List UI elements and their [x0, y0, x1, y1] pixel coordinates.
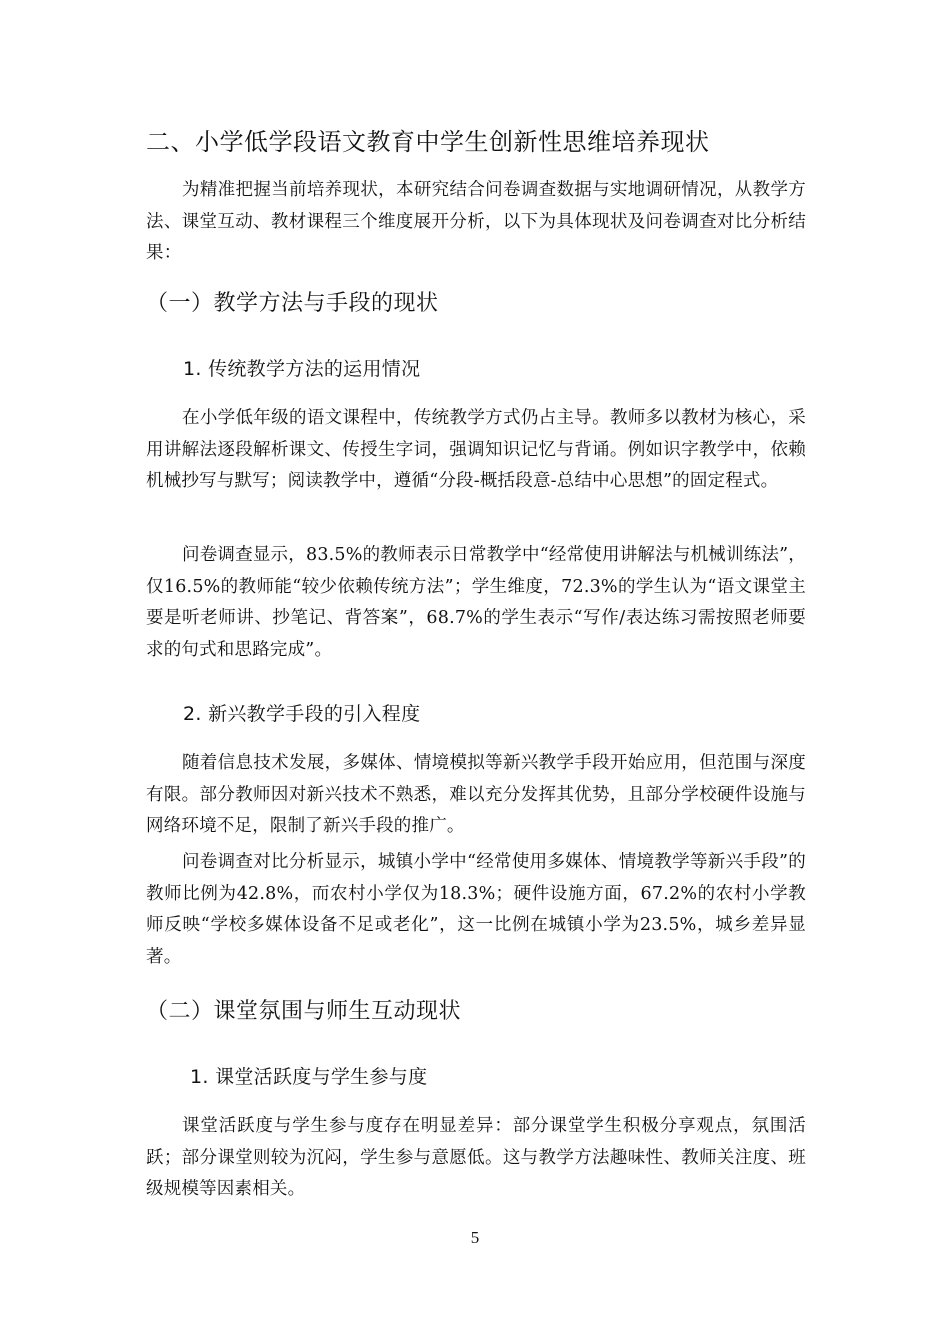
intro-paragraph: 为精准把握当前培养现状，本研究结合问卷调查数据与实地调研情况，从教学方法、课堂互动、教材课程三个维度展开分析，以下为具体现状及问卷调查对比分析结果：	[146, 180, 806, 263]
item-1-1-title: 1. 传统教学方法的运用情况	[183, 358, 421, 380]
item-2-1-title: 1. 课堂活跃度与学生参与度	[190, 1066, 428, 1088]
item-1-2-paragraph-2: 问卷调查对比分析显示，城镇小学中“经常使用多媒体、情境教学等新兴手段”的教师比例为42.8%，而农村小学仅为18.3%；硬件设施方面，67.2%的农村小学教师反映“学校多媒体设备不足或老化”，这一比例在城镇小学为23.5%，城乡差异显著。	[146, 852, 806, 967]
item-1-2-title: 2. 新兴教学手段的引入程度	[183, 703, 421, 725]
section-title: 二、小学低学段语文教育中学生创新性思维培养现状	[146, 128, 710, 156]
subsection-2-title: （二）课堂氛围与师生互动现状	[146, 999, 462, 1024]
item-2-1-paragraph-1: 课堂活跃度与学生参与度存在明显差异：部分课堂学生积极分享观点，氛围活跃；部分课堂则较为沉闷，学生参与意愿低。这与教学方法趣味性、教师关注度、班级规模等因素相关。	[146, 1116, 806, 1199]
subsection-1-title: （一）教学方法与手段的现状	[146, 291, 439, 316]
item-1-1-paragraph-1: 在小学低年级的语文课程中，传统教学方式仍占主导。教师多以教材为核心，采用讲解法逐段解析课文、传授生字词，强调知识记忆与背诵。例如识字教学中，依赖机械抄写与默写；阅读教学中，遵循“分段-概括段意-总结中心思想”的固定程式。	[146, 408, 806, 491]
page-number: 5	[470, 1228, 480, 1247]
item-1-1-paragraph-2: 问卷调查显示，83.5%的教师表示日常教学中“经常使用讲解法与机械训练法”，仅16.5%的教师能“较少依赖传统方法”；学生维度，72.3%的学生认为“语文课堂主要是听老师讲、抄笔记、背答案”，68.7%的学生表示“写作/表达练习需按照老师要求的句式和思路完成”。	[146, 545, 806, 660]
item-1-2-paragraph-1: 随着信息技术发展，多媒体、情境模拟等新兴教学手段开始应用，但范围与深度有限。部分教师因对新兴技术不熟悉，难以充分发挥其优势，且部分学校硬件设施与网络环境不足，限制了新兴手段的推广。	[146, 753, 806, 836]
